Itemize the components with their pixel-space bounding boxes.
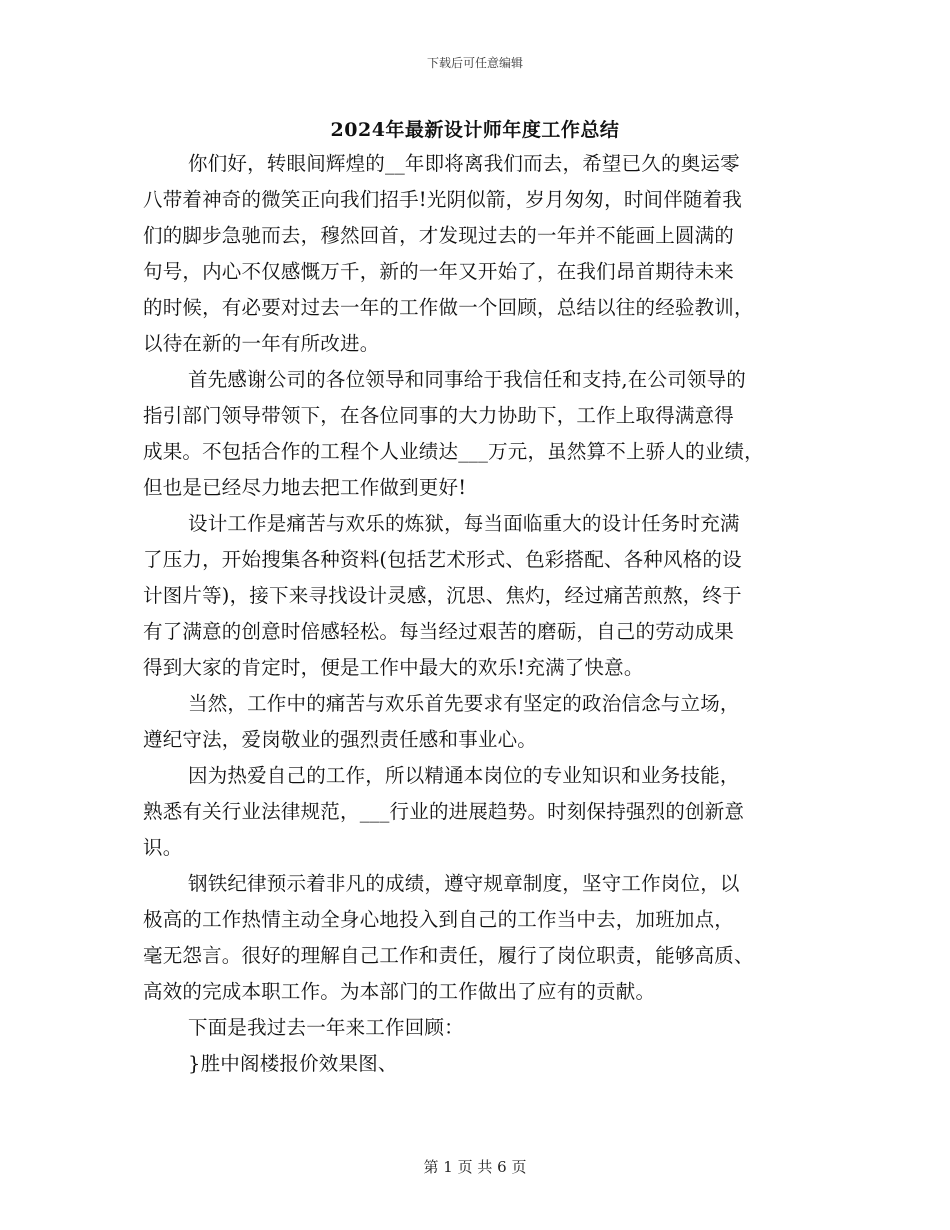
text-line: }胜中阁楼报价效果图、: [188, 1052, 398, 1075]
text-line: 八带着神奇的微笑正向我们招手!光阴似箭，岁月匆匆，时间伴随着我: [143, 188, 743, 211]
text-line: 首先感谢公司的各位领导和同事给于我信任和支持,在公司领导的: [188, 368, 746, 391]
header-note: 下载后可任意编辑: [426, 56, 523, 70]
text-line: 们的脚步急驰而去，穆然回首，才发现过去的一年并不能画上圆满的: [143, 224, 735, 247]
text-line: 句号，内心不仅感慨万千，新的一年又开始了，在我们昂首期待未来: [143, 260, 735, 283]
text-line: 的时候，有必要对过去一年的工作做一个回顾，总结以往的经验教训，: [143, 296, 754, 319]
text-line: 高效的完成本职工作。为本部门的工作做出了应有的贡献。: [143, 980, 656, 1003]
page-footer: 第 1 页 共 6 页: [423, 1158, 527, 1176]
text-line: 得到大家的肯定时，便是工作中最大的欢乐!充满了快意。: [143, 656, 644, 679]
text-line: 识。: [143, 836, 183, 859]
text-line: 下面是我过去一年来工作回顾：: [188, 1016, 464, 1039]
text-line: 计图片等)，接下来寻找设计灵感，沉思、焦灼，经过痛苦煎熬，终于: [143, 584, 742, 607]
text-line: 遵纪守法，爱岗敬业的强烈责任感和事业心。: [143, 728, 538, 751]
text-line: 以待在新的一年有所改进。: [143, 332, 380, 355]
text-line: 成果。不包括合作的工程个人业绩达___万元，虽然算不上骄人的业绩，: [143, 440, 764, 463]
text-line: 指引部门领导带领下，在各位同事的大力协助下，工作上取得满意得: [143, 404, 735, 427]
document-title: 2024年最新设计师年度工作总结: [330, 119, 620, 141]
text-line: 极高的工作热情主动全身心地投入到自己的工作当中去，加班加点，: [143, 908, 735, 931]
text-line: 当然，工作中的痛苦与欢乐首先要求有坚定的政治信念与立场，: [188, 692, 740, 715]
document-body: [143, 146, 808, 1082]
text-line: 钢铁纪律预示着非凡的成绩，遵守规章制度，坚守工作岗位，以: [188, 872, 740, 895]
text-line: 毫无怨言。很好的理解自己工作和责任，履行了岗位职责，能够高质、: [143, 944, 754, 967]
text-line: 了压力，开始搜集各种资料(包括艺术形式、色彩搭配、各种风格的设: [143, 548, 742, 571]
text-line: 但也是已经尽力地去把工作做到更好!: [143, 476, 467, 499]
text-line: 设计工作是痛苦与欢乐的炼狱，每当面临重大的设计任务时充满: [188, 512, 740, 535]
text-line: 有了满意的创意时倍感轻松。每当经过艰苦的磨砺，自己的劳动成果: [143, 620, 735, 643]
text-line: 熟悉有关行业法律规范，___行业的进展趋势。时刻保持强烈的创新意: [143, 800, 745, 823]
text-line: 你们好，转眼间辉煌的__年即将离我们而去，希望已久的奥运零: [188, 152, 740, 175]
text-line: 因为热爱自己的工作，所以精通本岗位的专业知识和业务技能，: [188, 764, 740, 787]
